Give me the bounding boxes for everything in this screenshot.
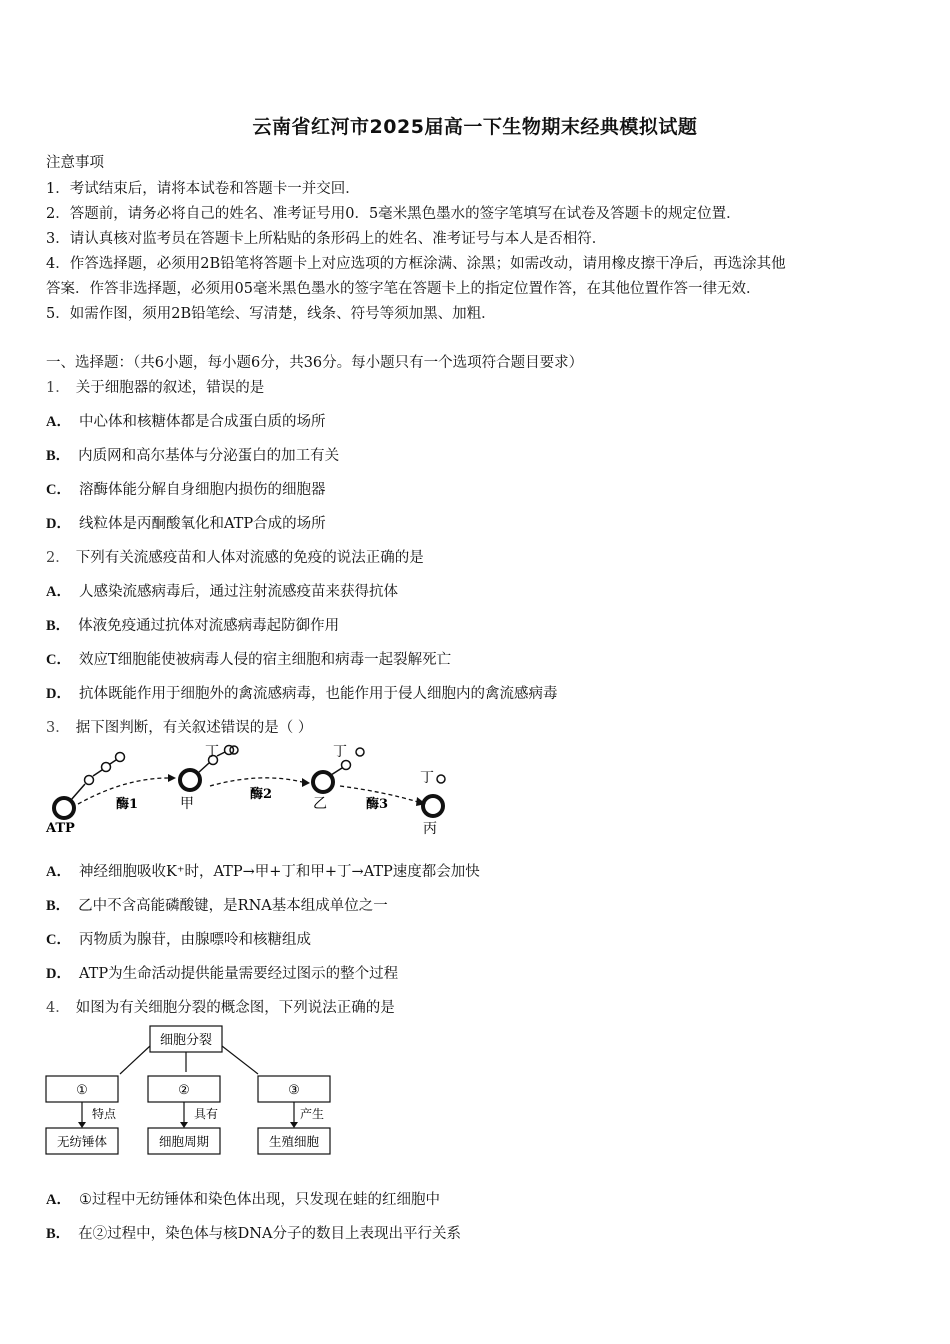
option-text: 体液免疫通过抗体对流感病毒起防御作用	[78, 618, 340, 634]
yi-circle	[313, 772, 333, 792]
ding-label: 丁	[420, 770, 434, 786]
option-text: 中心体和核糖体都是合成蛋白质的场所	[78, 414, 326, 430]
option-label: A．	[46, 864, 71, 880]
option-label: A．	[46, 414, 71, 430]
option-label: D．	[46, 686, 71, 702]
question-text: 如图为有关细胞分裂的概念图，下列说法正确的是	[75, 1000, 395, 1016]
arrowhead	[168, 774, 176, 782]
question-number: 3．	[46, 720, 70, 736]
question-stem	[46, 376, 264, 397]
arrowhead	[180, 1122, 188, 1128]
bond-line	[71, 784, 85, 800]
arrowhead	[78, 1122, 86, 1128]
enzyme-3-label: 酶3	[366, 797, 389, 812]
option-text: 内质网和高尔基体与分泌蛋白的加工有关	[78, 448, 340, 464]
question-number: 4．	[46, 1000, 70, 1016]
edge-1-label: 特点	[92, 1107, 117, 1121]
enzyme-1-label: 酶1	[116, 797, 139, 812]
option-label: D．	[46, 966, 71, 982]
option-a[interactable]	[46, 860, 480, 881]
phosphate-circle	[85, 776, 94, 785]
ding-circle	[356, 748, 364, 756]
option-text: 线粒体是丙酮酸氧化和ATP合成的场所	[78, 516, 326, 532]
notice-item: 3．请认真核对监考员在答题卡上所粘贴的条形码上的姓名、准考证号与本人是否相符．	[46, 231, 607, 247]
option-b[interactable]	[46, 614, 339, 635]
section-heading: 一、选择题：（共6小题，每小题6分，共36分。每小题只有一个选项符合题目要求）	[46, 355, 584, 371]
arrowhead	[290, 1122, 298, 1128]
option-label: B．	[46, 448, 71, 464]
notice-item: 5．如需作图，须用2B铅笔绘、写清楚，线条、符号等须加黑、加粗．	[46, 306, 496, 322]
branch-3-label: ③	[288, 1083, 300, 1098]
question-number: 1．	[46, 380, 70, 396]
cell-division-concept-map	[44, 1024, 334, 1158]
option-text: 溶酶体能分解自身细胞内损伤的细胞器	[78, 482, 326, 498]
notice-item: 2．答题前，请务必将自己的姓名、准考证号用0．5毫米黑色墨水的签字笔填写在试卷及答题卡的规定位置．	[46, 206, 741, 222]
option-a[interactable]	[46, 410, 325, 431]
option-b[interactable]	[46, 1222, 461, 1243]
bing-circle	[423, 796, 443, 816]
question-number: 2．	[46, 550, 70, 566]
root-label: 细胞分裂	[159, 1033, 213, 1048]
option-c[interactable]	[46, 928, 311, 949]
option-d[interactable]	[46, 682, 557, 703]
option-c[interactable]	[46, 478, 325, 499]
bond-line	[198, 763, 209, 773]
option-text: ATP为生命活动提供能量需要经过图示的整个过程	[78, 966, 399, 982]
jia-circle	[180, 770, 200, 790]
phosphate-circle	[102, 763, 111, 772]
option-a[interactable]	[46, 1188, 440, 1209]
leaf-3-label: 生殖细胞	[268, 1134, 320, 1149]
bond-line	[93, 770, 102, 776]
question-stem	[46, 996, 395, 1017]
atp-adenosine-circle	[54, 798, 74, 818]
edge-3-label: 产生	[300, 1107, 325, 1121]
notice-item: 4．作答选择题，必须用2B铅笔将答题卡上对应选项的方框涂满、涂黑；如需改动，请用橡皮擦干净后，再选涂其他	[46, 256, 786, 272]
option-text: 丙物质为腺苷，由腺嘌呤和核糖组成	[78, 932, 311, 948]
option-label: D．	[46, 516, 71, 532]
enzyme-2-label: 酶2	[250, 787, 273, 802]
option-text: 人感染流感病毒后，通过注射流感疫苗来获得抗体	[78, 584, 398, 600]
connector-line	[120, 1046, 150, 1074]
ding-circle	[437, 775, 445, 783]
option-text: ①过程中无纺锤体和染色体出现，只发现在蛙的红细胞中	[78, 1192, 440, 1208]
ding-label: 丁	[333, 744, 347, 760]
question-text: 关于细胞器的叙述，错误的是	[75, 380, 265, 396]
option-text: 神经细胞吸收K⁺时，ATP→甲+丁和甲+丁→ATP速度都会加快	[78, 864, 480, 880]
question-stem	[46, 716, 312, 737]
option-label: B．	[46, 898, 71, 914]
option-label: B．	[46, 618, 71, 634]
phosphate-circle	[342, 761, 351, 770]
option-b[interactable]	[46, 444, 339, 465]
edge-2-label: 具有	[194, 1107, 219, 1121]
arrowhead	[302, 778, 310, 787]
option-b[interactable]	[46, 894, 388, 915]
option-label: C．	[46, 652, 71, 668]
option-text: 效应T细胞能使被病毒人侵的宿主细胞和病毒一起裂解死亡	[78, 652, 452, 668]
branch-1-label: ①	[76, 1083, 88, 1098]
question-text: 下列有关流感疫苗和人体对流感的免疫的说法正确的是	[75, 550, 424, 566]
branch-2-label: ②	[178, 1083, 190, 1098]
notice-heading: 注意事项	[46, 155, 104, 171]
leaf-2-label: 细胞周期	[158, 1134, 210, 1149]
question-stem	[46, 546, 424, 567]
phosphate-circle	[116, 753, 125, 762]
notice-item: 答案．作答非选择题，必须用05毫米黑色墨水的签字笔在答题卡上的指定位置作答，在其他位置作答一律无效．	[46, 281, 761, 297]
ding-label: 丁	[205, 744, 219, 760]
yi-label: 乙	[313, 796, 327, 812]
option-text: 乙中不含高能磷酸键，是RNA基本组成单位之一	[78, 898, 388, 914]
jia-label: 甲	[180, 796, 194, 812]
exam-title: 云南省红河市2025届高一下生物期末经典模拟试题	[252, 116, 698, 138]
option-label: A．	[46, 584, 71, 600]
bing-label: 丙	[423, 821, 437, 837]
reaction-arrow-2	[210, 778, 302, 786]
notice-item: 1．考试结束后，请将本试卷和答题卡一并交回．	[46, 181, 360, 197]
option-d[interactable]	[46, 512, 326, 533]
atp-hydrolysis-diagram	[40, 742, 460, 838]
option-text: 抗体既能作用于细胞外的禽流感病毒，也能作用于侵人细胞内的禽流感病毒	[78, 686, 558, 702]
bond-line	[110, 760, 116, 764]
option-text: 在②过程中，染色体与核DNA分子的数目上表现出平行关系	[78, 1226, 461, 1242]
option-label: B．	[46, 1226, 71, 1242]
question-text: 据下图判断，有关叙述错误的是（ ）	[75, 720, 313, 736]
option-c[interactable]	[46, 648, 451, 669]
option-a[interactable]	[46, 580, 398, 601]
leaf-1-label: 无纺锤体	[56, 1134, 108, 1149]
bond-line	[331, 768, 342, 775]
connector-line	[222, 1046, 258, 1074]
atp-label: ATP	[46, 821, 75, 836]
option-label: C．	[46, 482, 71, 498]
option-label: A．	[46, 1192, 71, 1208]
option-d[interactable]	[46, 962, 398, 983]
option-label: C．	[46, 932, 71, 948]
